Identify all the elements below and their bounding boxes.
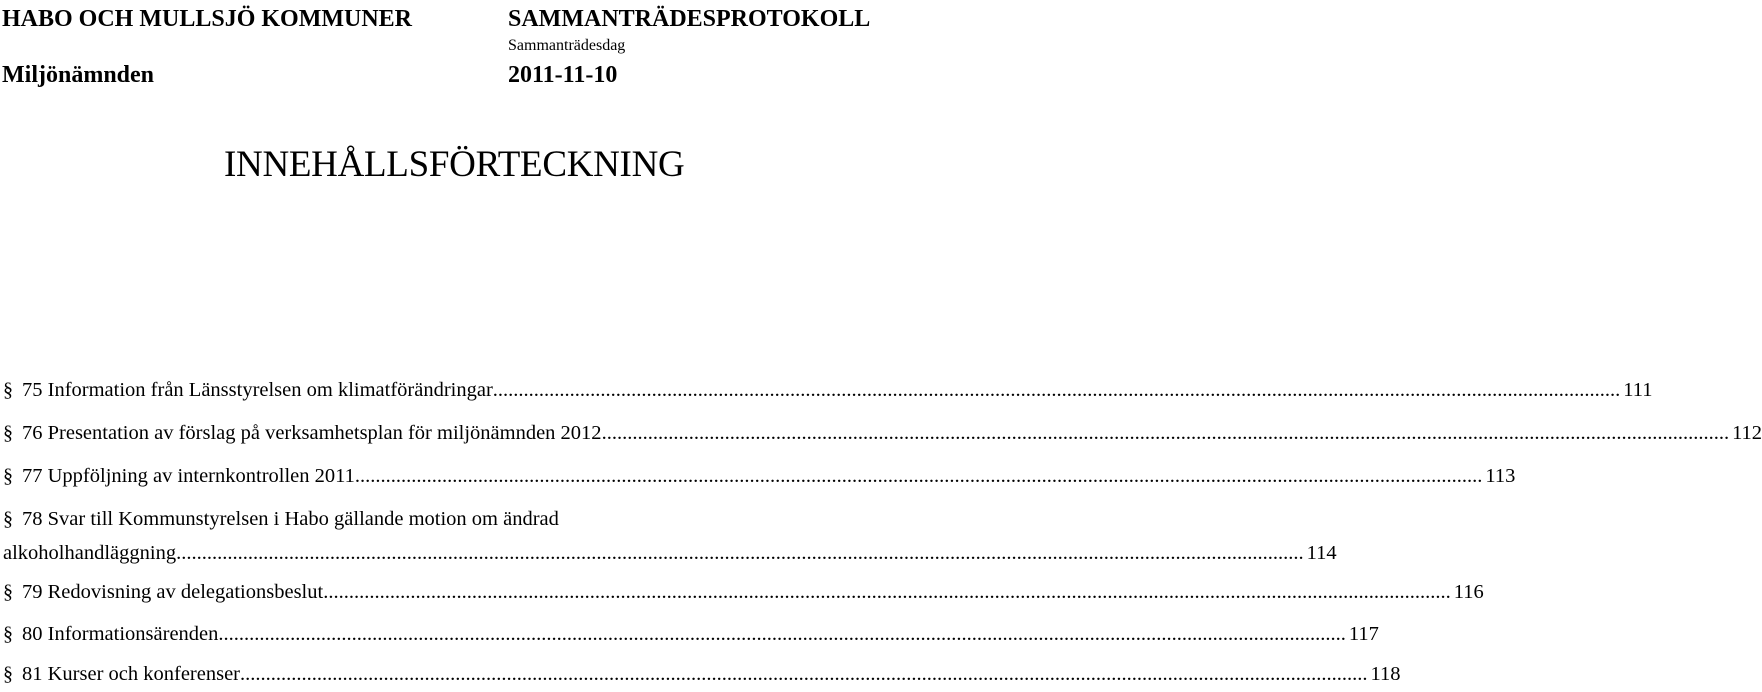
section-mark: § (3, 581, 13, 603)
toc-leader-dots: ............................................................................................................................................................................................................................ (492, 379, 1621, 401)
toc-entry-80[interactable] (0, 623, 1379, 650)
toc-entry-77[interactable] (0, 465, 1516, 492)
toc-title: INNEHÅLLSFÖRTECKNING (224, 144, 685, 185)
section-mark: § (3, 422, 13, 444)
toc-entry-page: 114 (1306, 542, 1337, 564)
section-mark: § (3, 623, 13, 645)
toc-leader-dots: ............................................................................................................................................................................................................................ (601, 422, 1730, 444)
toc-leader-dots: ............................................................................................................................................................................................................................ (240, 663, 1368, 685)
toc-entry-page: 117 (1348, 623, 1379, 645)
toc-entry-page: 111 (1623, 379, 1653, 401)
toc-entry-text: 76 Presentation av förslag på verksamhetsplan för miljönämnden 2012 (22, 422, 602, 444)
toc-entry-page: 113 (1485, 465, 1516, 487)
toc-entry-page: 118 (1370, 663, 1401, 685)
document-type: SAMMANTRÄDESPROTOKOLL (508, 6, 871, 32)
toc-entry-page: 116 (1453, 581, 1484, 603)
toc-leader-dots: ............................................................................................................................................................................................................................ (354, 465, 1483, 487)
section-mark: § (3, 465, 13, 487)
organization-name: HABO OCH MULLSJÖ KOMMUNER (2, 6, 413, 32)
section-mark: § (3, 379, 13, 401)
toc-entry-76[interactable] (0, 422, 1762, 449)
meeting-date: 2011-11-10 (508, 62, 618, 88)
toc-leader-dots: ............................................................................................................................................................................................................................ (218, 623, 1346, 645)
meeting-date-label: Sammanträdesdag (508, 37, 626, 54)
toc-entry-75[interactable] (0, 379, 1653, 406)
section-mark: § (3, 508, 13, 530)
toc-entry-page: 112 (1732, 422, 1762, 444)
toc-entry-text: 81 Kurser och konferenser (22, 663, 241, 685)
toc-entry-text: 75 Information från Länsstyrelsen om klimatförändringar (22, 379, 493, 401)
toc-entry-81[interactable] (0, 663, 1401, 690)
toc-entry-79[interactable] (0, 581, 1484, 608)
section-mark: § (3, 663, 13, 685)
toc-entry-text-line1: 78 Svar till Kommunstyrelsen i Habo gällande motion om ändrad (22, 508, 559, 530)
board-name: Miljönämnden (2, 62, 155, 88)
toc-entry-text: 79 Redovisning av delegationsbeslut (22, 581, 324, 603)
toc-leader-dots: ............................................................................................................................................................................................................................ (323, 581, 1451, 603)
toc-entry-78[interactable] (0, 508, 1337, 569)
toc-entry-text: 77 Uppföljning av internkontrollen 2011 (22, 465, 355, 487)
toc-entry-text: 80 Informationsärenden (22, 623, 219, 645)
toc-entry-text: alkoholhandläggning (3, 542, 177, 564)
toc-leader-dots: ............................................................................................................................................................................................................................ (176, 542, 1304, 564)
